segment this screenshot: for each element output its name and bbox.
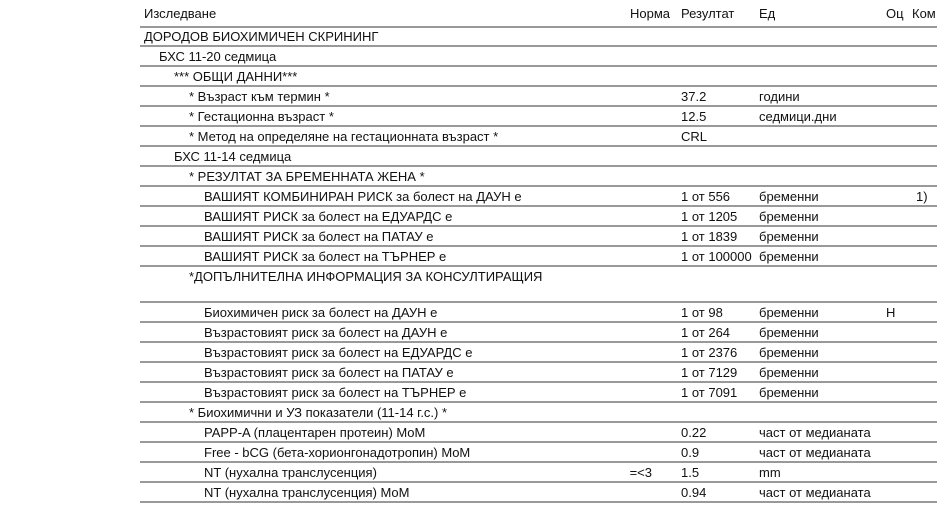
row-name: NT (нухална транслусенция) — [204, 465, 377, 480]
table-row — [140, 147, 937, 167]
row-unit: част от медианата — [759, 445, 871, 460]
table-row — [140, 67, 937, 87]
table-row — [140, 187, 937, 207]
row-name: ВАШИЯТ КОМБИНИРАН РИСК за болест на ДАУН е — [204, 189, 522, 204]
row-unit: бременни — [759, 345, 819, 360]
row-name: * Биохимични и УЗ показатели (11-14 г.с.) * — [189, 405, 448, 420]
row-name: ВАШИЯТ РИСК за болест на ПАТАУ е — [204, 229, 434, 244]
row-name: Free - bCG (бета-хорионгонадотропин) MoM — [204, 445, 471, 460]
table-row — [140, 227, 937, 247]
row-name: Възрастовият риск за болест на ЕДУАРДС е — [204, 345, 473, 360]
table-row — [140, 383, 937, 403]
row-unit: бременни — [759, 249, 819, 264]
row-name: * РЕЗУЛТАТ ЗА БРЕМЕННАТА ЖЕНА * — [189, 169, 425, 184]
table-row — [140, 343, 937, 363]
row-kom: 1) — [916, 189, 928, 204]
row-name: * Възраст към термин * — [189, 89, 330, 104]
row-unit: част от медианата — [759, 425, 871, 440]
row-result: 12.5 — [681, 109, 707, 124]
row-name: ВАШИЯТ РИСК за болест на ТЪРНЕР е — [204, 249, 447, 264]
row-unit: бременни — [759, 365, 819, 380]
row-name: PAPP-A (плацентарен протеин) MoM — [204, 425, 426, 440]
row-name: Възрастовият риск за болест на ПАТАУ е — [204, 365, 454, 380]
table-row — [140, 87, 937, 107]
row-unit: бременни — [759, 189, 819, 204]
table-row — [140, 483, 937, 503]
row-result: 1 от 264 — [681, 325, 731, 340]
table-row — [140, 127, 937, 147]
row-name: NT (нухална транслусенция) MoM — [204, 485, 410, 500]
row-name: Биохимичен риск за болест на ДАУН е — [204, 305, 438, 320]
row-result: 0.94 — [681, 485, 707, 500]
table-row — [140, 303, 937, 323]
row-result: 1.5 — [681, 465, 700, 480]
row-result: 37.2 — [681, 89, 707, 104]
row-result: 1 от 7129 — [681, 365, 738, 380]
row-name: ДОРОДОВ БИОХИМИЧЕН СКРИНИНГ — [144, 29, 379, 44]
header-norm: Норма — [630, 6, 671, 21]
row-unit: част от медианата — [759, 485, 871, 500]
header-unit: Ед — [759, 6, 776, 21]
row-name: *** ОБЩИ ДАННИ*** — [174, 69, 298, 84]
table-row — [140, 443, 937, 463]
table-row — [140, 403, 937, 423]
row-name: БХС 11-20 седмица — [159, 49, 277, 64]
row-result: 1 от 556 — [681, 189, 731, 204]
header-oc: Оц — [886, 6, 904, 21]
row-name: * Гестационна възраст * — [189, 109, 334, 124]
row-unit: бременни — [759, 325, 819, 340]
row-oc: Н — [886, 305, 896, 320]
row-unit: бременни — [759, 385, 819, 400]
row-result: 1 от 100000 — [681, 249, 752, 264]
table-row — [140, 267, 937, 303]
row-unit: mm — [759, 465, 781, 480]
row-unit: седмици.дни — [759, 109, 837, 124]
row-result: 1 от 2376 — [681, 345, 738, 360]
table-row — [140, 247, 937, 267]
row-result: 1 от 1839 — [681, 229, 738, 244]
table-row — [140, 47, 937, 67]
row-name: * Метод на определяне на гестационната възраст * — [189, 129, 499, 144]
row-result: 1 от 7091 — [681, 385, 738, 400]
row-result: 1 от 1205 — [681, 209, 738, 224]
table-row — [140, 27, 937, 47]
header-result: Резултат — [681, 6, 735, 21]
row-name: Възрастовият риск за болест на ТЪРНЕР е — [204, 385, 467, 400]
row-result: 0.9 — [681, 445, 700, 460]
row-unit: бременни — [759, 229, 819, 244]
table-row — [140, 207, 937, 227]
row-unit: бременни — [759, 305, 819, 320]
table-header — [0, 4, 937, 24]
table-row — [140, 463, 937, 483]
row-result: 1 от 98 — [681, 305, 723, 320]
row-result: 0.22 — [681, 425, 707, 440]
row-name: БХС 11-14 седмица — [174, 149, 292, 164]
row-norm: =<3 — [629, 465, 652, 480]
row-result: CRL — [681, 129, 708, 144]
header-kom: Ком — [912, 6, 936, 21]
table-row — [140, 423, 937, 443]
row-name: Възрастовият риск за болест на ДАУН е — [204, 325, 448, 340]
row-unit: бременни — [759, 209, 819, 224]
table-row — [140, 167, 937, 187]
row-name: ВАШИЯТ РИСК за болест на ЕДУАРДС е — [204, 209, 453, 224]
table-row — [140, 107, 937, 127]
row-unit: години — [759, 89, 800, 104]
table-row — [140, 323, 937, 343]
header-name: Изследване — [144, 6, 217, 21]
table-row — [140, 363, 937, 383]
row-name: *ДОПЪЛНИТЕЛНА ИНФОРМАЦИЯ ЗА КОНСУЛТИРАЩИЯ — [189, 269, 543, 284]
